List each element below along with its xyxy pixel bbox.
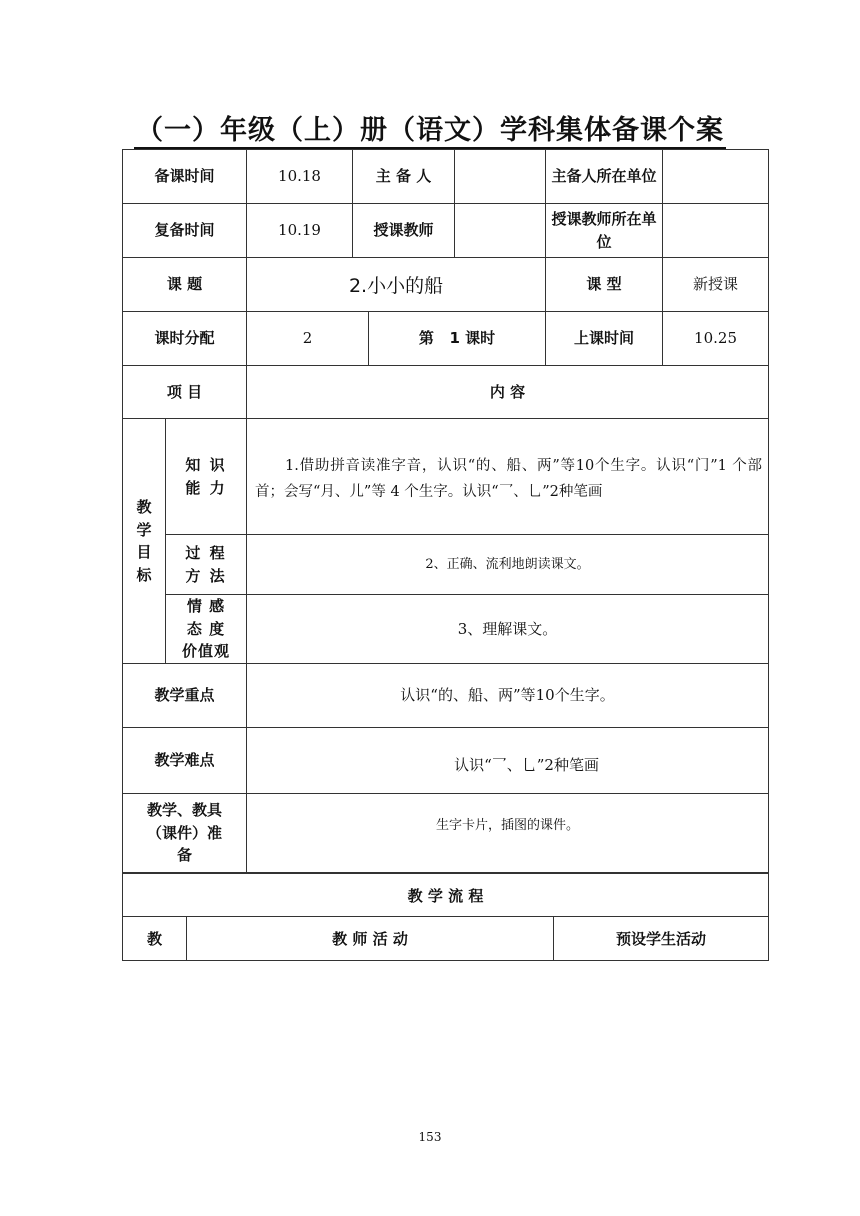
review-time-value: 10.19 — [247, 204, 353, 258]
knowledge-label: 知 识 能 力 — [166, 419, 247, 535]
lesson-type-label: 课 型 — [546, 258, 663, 312]
emotion-text: 3、理解课文。 — [247, 595, 769, 664]
row-topic — [123, 258, 769, 312]
page-number: 153 — [418, 1130, 442, 1144]
row-period — [123, 312, 769, 366]
teacher-label: 授课教师 — [353, 204, 455, 258]
key-point-label: 教学重点 — [123, 664, 247, 728]
lead-unit-label: 主备人所在单位 — [546, 150, 663, 204]
lesson-type-value: 新授课 — [663, 258, 769, 312]
teacher-unit-value — [663, 204, 769, 258]
difficulty-text: 认识“乛、乚”2种笔画 — [247, 728, 769, 794]
teaching-flow-table — [122, 873, 769, 961]
flow-header-row — [123, 874, 769, 917]
row-prep-time — [123, 150, 769, 204]
key-point-text: 认识“的、船、两”等10个生字。 — [247, 664, 769, 728]
document-title: （一）年级（上）册（语文）学科集体备课个案 — [0, 108, 860, 147]
emotion-label: 情 感 态 度 价值观 — [166, 595, 247, 664]
flow-col-teacher-activity: 教 师 活 动 — [187, 917, 554, 961]
lead-unit-value — [663, 150, 769, 204]
materials-text: 生字卡片，插图的课件。 — [247, 794, 769, 873]
process-label: 过 程 方 法 — [166, 535, 247, 595]
flow-columns-row — [123, 917, 769, 961]
row-materials — [123, 794, 769, 873]
row-review-time — [123, 204, 769, 258]
row-item-header — [123, 366, 769, 419]
period-alloc-label: 课时分配 — [123, 312, 247, 366]
row-goal-knowledge — [123, 419, 769, 535]
materials-label: 教学、教具（课件）准 备 — [123, 794, 247, 873]
teacher-value — [455, 204, 546, 258]
prep-time-label: 备课时间 — [123, 150, 247, 204]
lead-preparer-label: 主 备 人 — [353, 150, 455, 204]
row-key-point — [123, 664, 769, 728]
row-goal-process — [123, 535, 769, 595]
difficulty-label: 教学难点 — [123, 728, 247, 794]
topic-label: 课 题 — [123, 258, 247, 312]
row-goal-emotion — [123, 595, 769, 664]
flow-header: 教 学 流 程 — [123, 874, 769, 917]
lesson-plan-table — [122, 149, 769, 873]
class-time-label: 上课时间 — [546, 312, 663, 366]
topic-value: 2.小小的船 — [247, 258, 546, 312]
lead-preparer-value — [455, 150, 546, 204]
knowledge-text: 1.借助拼音读准字音，认识“的、船、两”等10个生字。认识“门”1 个部首；会写“月、儿”等 4 个生字。认识“乛、乚”2种笔画 — [247, 419, 769, 535]
process-text: 2、正确、流利地朗读课文。 — [247, 535, 769, 595]
period-no-label: 第 1 课时 — [369, 312, 546, 366]
flow-col-teach: 教 — [123, 917, 187, 961]
review-time-label: 复备时间 — [123, 204, 247, 258]
period-alloc-value: 2 — [247, 312, 369, 366]
prep-time-value: 10.18 — [247, 150, 353, 204]
flow-col-student-activity: 预设学生活动 — [554, 917, 769, 961]
row-difficulty — [123, 728, 769, 794]
class-time-value: 10.25 — [663, 312, 769, 366]
teaching-goals-label: 教学目标 — [123, 419, 166, 664]
teacher-unit-label: 授课教师所在单位 — [546, 204, 663, 258]
content-label: 内 容 — [247, 366, 769, 419]
item-label: 项 目 — [123, 366, 247, 419]
